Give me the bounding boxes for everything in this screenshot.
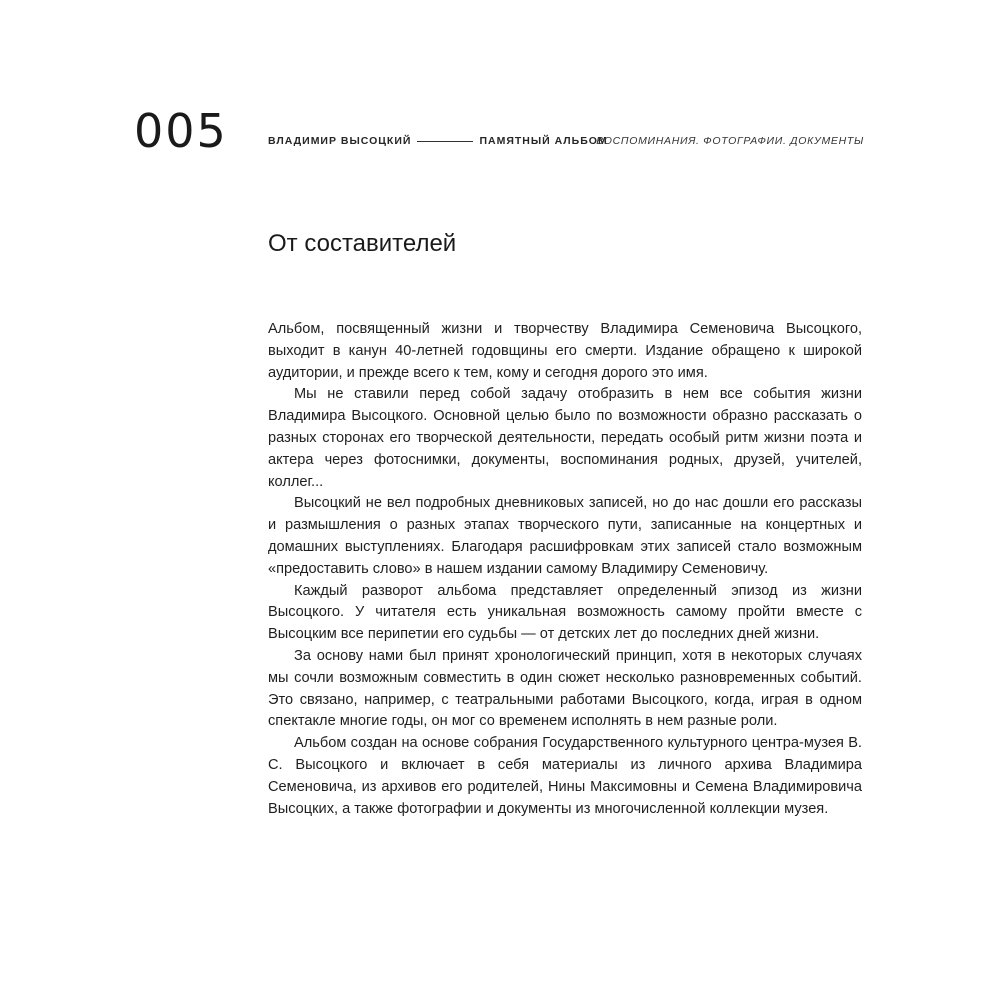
running-head-divider [417, 141, 473, 142]
running-head [268, 133, 864, 149]
body-text [268, 319, 862, 820]
running-head-author: ВЛАДИМИР ВЫСОЦКИЙ [268, 135, 412, 147]
paragraph-4: Каждый разворот альбома представляет определенный эпизод из жизни Высоцкого. У читателя есть уникальная возможность самому пройти вместе с Высоцким все перипетии его судьбы — от детских лет до последних дней жизни. [268, 582, 862, 643]
paragraph-6: Альбом создан на основе собрания Государственного культурного центра-музея В. С. Высоцкого и включает в себя материалы из личного архива Владимира Семеновича, из архивов его родителей, Нины Максимовны и Семена Владимировича Высоцких, а также фотографии и документы из многочисленной коллекции музея. [268, 735, 862, 817]
paragraph-1: Альбом, посвященный жизни и творчеству Владимира Семеновича Высоцкого, выходит в канун 40-летней годовщины его смерти. Издание обращено к широкой аудитории, и прежде всего к тем, кому и сегодня дорого это имя. [268, 321, 862, 381]
section-title: От составителей [268, 230, 457, 257]
running-head-left [268, 133, 608, 149]
running-head-album: ПАМЯТНЫЙ АЛЬБОМ [479, 135, 608, 147]
paragraph-5: За основу нами был принят хронологический принцип, хотя в некоторых случаях мы сочли возможным совместить в один сюжет несколько разновременных событий. Это связано, например, с театральными работами Высоцкого, когда, играя в одном спектакле многие годы, он мог со временем исполнять в нем разные роли. [268, 647, 862, 730]
page-number: 005 [134, 104, 228, 158]
paragraph-2: Мы не ставили перед собой задачу отобразить в нем все события жизни Владимира Высоцкого. Основной целью было по возможности образно рассказать о разных сторонах его творческой деятельности, передать особый ритм жизни поэта и актера через фотоснимки, документы, воспоминания родных, друзей, учителей, коллег... [268, 386, 862, 490]
paragraph-3: Высоцкий не вел подробных дневниковых записей, но до нас дошли его рассказы и размышления о разных этапах творческого пути, записанные на концертных и домашних выступлениях. Благодаря расшифровкам этих записей стало возможным «предоставить слово» в нашем издании самому Владимиру Семеновичу. [268, 495, 862, 577]
running-head-subtitle: ВОСПОМИНАНИЯ. ФОТОГРАФИИ. ДОКУМЕНТЫ [596, 135, 864, 147]
